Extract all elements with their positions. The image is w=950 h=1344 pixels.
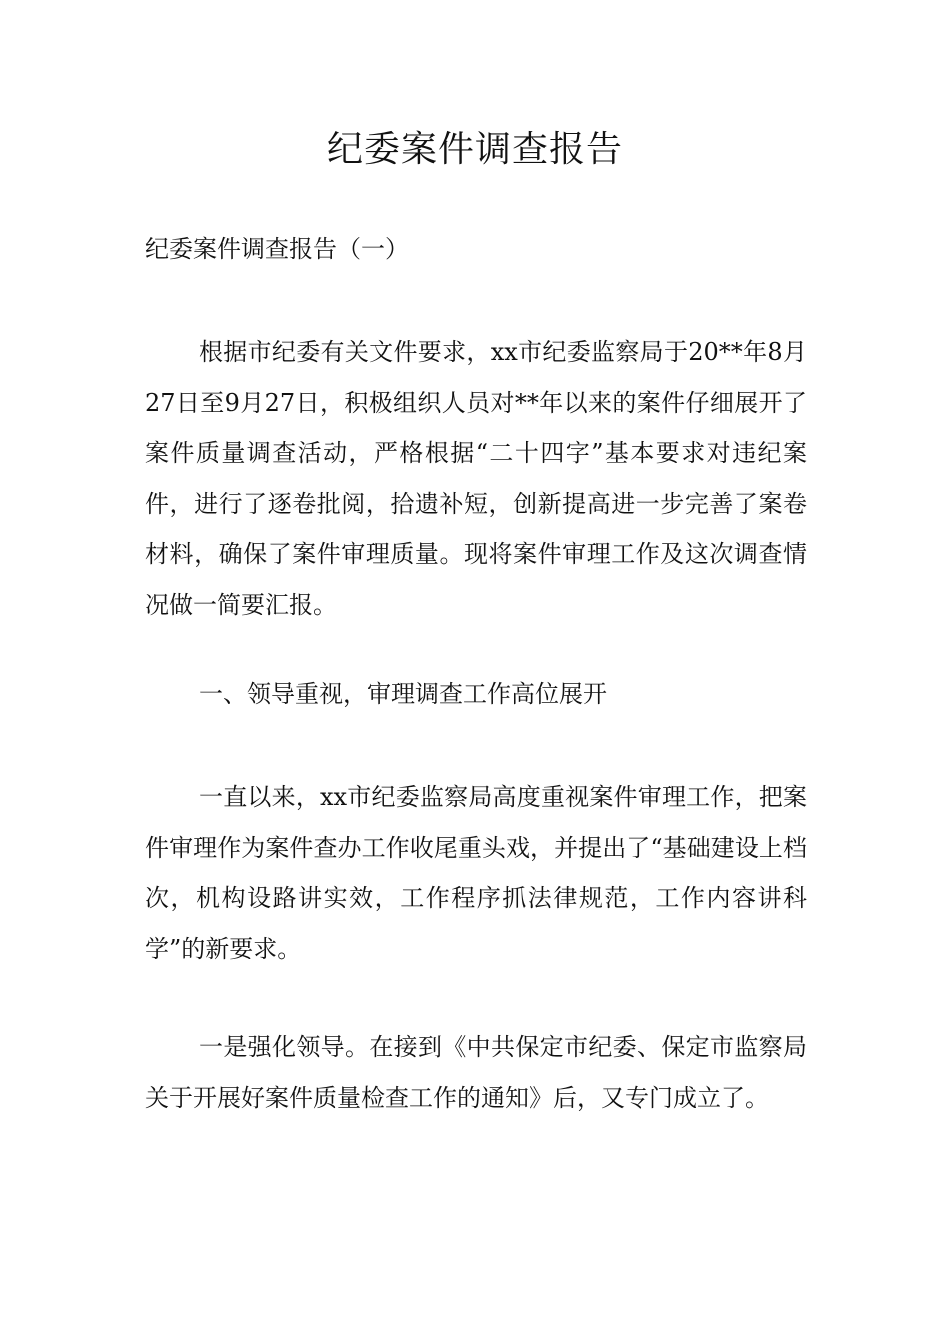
body-paragraph-2: 一直以来，xx市纪委监察局高度重视案件审理工作，把案件审理作为案件查办工作收尾重头戏，并提出了“基础建设上档次，机构设路讲实效，工作程序抓法律规范，工作内容讲科学”的新要求。 [145,783,807,963]
section-heading-1: 一、领导重视，审理调查工作高位展开 [199,680,607,708]
document-title: 纪委案件调查报告 [326,129,623,170]
document-subtitle: 纪委案件调查报告（一） [145,235,409,263]
body-paragraph-3: 一是强化领导。在接到《中共保定市纪委、保定市监察局关于开展好案件质量检查工作的通知》后，又专门成立了。 [145,1033,807,1112]
body-paragraph-1: 根据市纪委有关文件要求，xx市纪委监察局于20**年8月27日至9月27日，积极组织人员对**年以来的案件仔细展开了案件质量调查活动，严格根据“二十四字”基本要求对违纪案件，进行了逐卷批阅，拾遗补短，创新提高进一步完善了案卷材料，确保了案件审理质量。现将案件审理工作及这次调查情况做一简要汇报。 [145,338,807,619]
